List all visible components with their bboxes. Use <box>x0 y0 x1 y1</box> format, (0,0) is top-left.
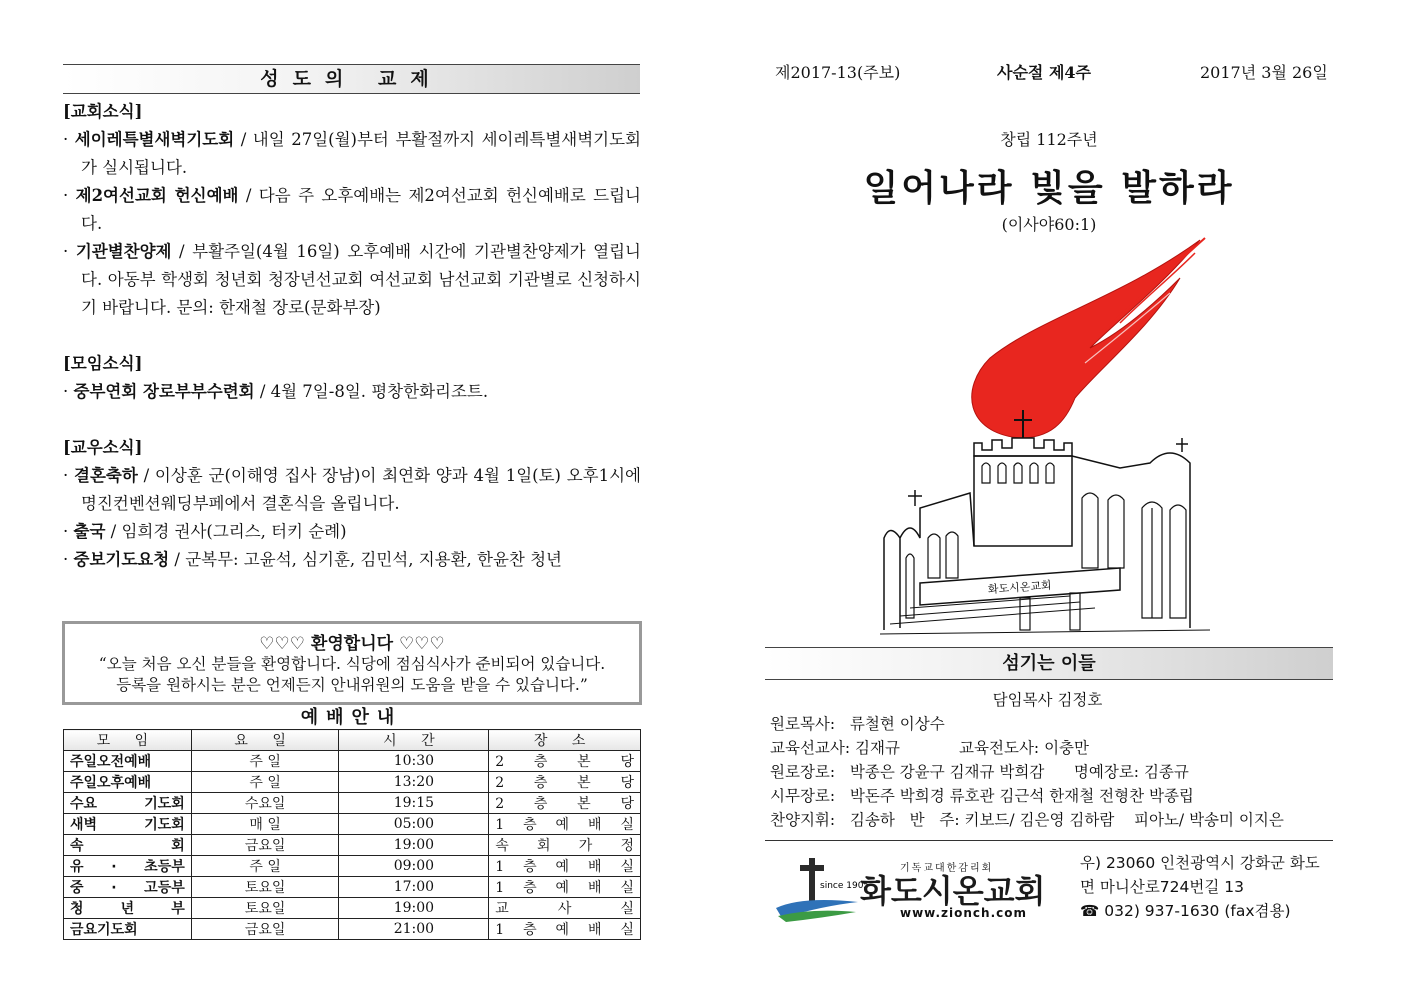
welcome-box <box>62 621 642 705</box>
table-cell: 17:00 <box>339 877 489 898</box>
table-row <box>64 835 641 856</box>
table-cell: 중 · 고등부 <box>64 877 192 898</box>
liturgical-season: 사순절 제4주 <box>997 63 1091 82</box>
category-member-news: [교우소식] <box>63 438 143 457</box>
table-cell: 2 층 본 당 <box>489 793 641 814</box>
table-cell: 1 층 예 배 실 <box>489 919 641 940</box>
table-cell: 수요 기도회 <box>64 793 192 814</box>
table-cell: 19:00 <box>339 898 489 919</box>
news-list <box>63 98 641 574</box>
table-cell: 21:00 <box>339 919 489 940</box>
table-cell: 19:00 <box>339 835 489 856</box>
senior-pastor: 담임목사 김정호 <box>992 691 1103 709</box>
table-row <box>64 772 641 793</box>
table-row <box>64 898 641 919</box>
table-cell: 13:20 <box>339 772 489 793</box>
list-item: · 제2여선교회 헌신예배 / 다음 주 오후예배는 제2여선교회 헌신예배로 드립니다. <box>63 186 641 233</box>
table-cell: 매 일 <box>191 814 339 835</box>
table-cell: 주일오후예배 <box>64 772 192 793</box>
logo-url: www.zionch.com <box>900 906 1028 920</box>
list-item: 찬양지휘: 김송하 반 주: 키보드/ 김은영 김하람 피아노/ 박송미 이지은 <box>770 811 1284 829</box>
table-cell: 수요일 <box>191 793 339 814</box>
table-cell: 10:30 <box>339 751 489 772</box>
table-cell: 05:00 <box>339 814 489 835</box>
page-title: 일어나라 빛을 발하라 <box>863 167 1235 209</box>
list-item: 원로장로: 박종은 강윤구 김재규 박희감 명예장로: 김종규 <box>770 763 1189 781</box>
column-header: 모 임 <box>64 730 192 751</box>
column-header: 요 일 <box>191 730 339 751</box>
table-cell: 토요일 <box>191 877 339 898</box>
worship-title: 예배안내 <box>300 707 403 728</box>
table-header-row <box>64 730 641 751</box>
table-row <box>64 856 641 877</box>
table-cell: 1 층 예 배 실 <box>489 856 641 877</box>
bulletin-date: 2017년 3월 26일 <box>1200 63 1328 82</box>
divider <box>765 840 1333 841</box>
welcome-line: “오늘 처음 오신 분들을 환영합니다. 식당에 점심식사가 준비되어 있습니다. <box>98 655 606 673</box>
table-cell: 1 층 예 배 실 <box>489 814 641 835</box>
table-cell: 2 층 본 당 <box>489 772 641 793</box>
list-item: 교육선교사: 김재규 교육전도사: 이충만 <box>770 739 1089 757</box>
table-cell: 속 회 <box>64 835 192 856</box>
table-cell: 토요일 <box>191 898 339 919</box>
list-item: · 기관별찬양제 / 부활주일(4월 16일) 오후예배 시간에 기관별찬양제가 열립니다. 아동부 학생회 청년회 청장년선교회 여선교회 남선교회 기관별로 신청하시기 바랍니다. 문의: 한재철 장로(문화부장) <box>63 242 641 317</box>
list-item: · 중부연회 장로부부수련회 / 4월 7일-8일. 평창한화리조트. <box>63 382 489 401</box>
table-cell: 유 · 초등부 <box>64 856 192 877</box>
table-cell: 주 일 <box>191 751 339 772</box>
founding-anniversary: 창립 112주년 <box>1000 130 1098 149</box>
table-cell: 주 일 <box>191 772 339 793</box>
list-item: · 결혼축하 / 이상훈 군(이해영 집사 장남)이 최연화 양과 4월 1일(토) 오후1시에 명진컨벤션웨딩부페에서 결혼식을 올립니다. <box>63 466 641 513</box>
table-cell: 속 회 가 정 <box>489 835 641 856</box>
issue-number: 제2017-13(주보) <box>775 63 901 82</box>
table-row <box>64 793 641 814</box>
church-sign: 화도시온교회 <box>987 578 1053 597</box>
logo-since: since 1905 <box>820 881 870 891</box>
logo-church-name: 화도시온교회 <box>860 872 1046 910</box>
scripture-reference: (이사야60:1) <box>1001 215 1097 234</box>
table-cell: 금요일 <box>191 919 339 940</box>
category-meeting-news: [모임소식] <box>63 354 143 373</box>
table-cell: 주 일 <box>191 856 339 877</box>
table-cell: 금요기도회 <box>64 919 192 940</box>
column-header: 장 소 <box>489 730 641 751</box>
address-block <box>1080 851 1320 923</box>
church-logo-icon <box>772 852 870 924</box>
servers-title: 섬기는 이들 <box>765 647 1333 680</box>
category-church-news: [교회소식] <box>63 102 143 121</box>
address-line: 면 마니산로724번길 13 <box>1080 878 1244 896</box>
table-row <box>64 877 641 898</box>
table-cell: 새벽 기도회 <box>64 814 192 835</box>
welcome-title: ♡♡♡ 환영합니다 ♡♡♡ <box>259 634 445 654</box>
table-cell: 주일오전예배 <box>64 751 192 772</box>
list-item: · 출국 / 임희경 권사(그리스, 터키 순례) <box>63 522 347 541</box>
column-header: 시 간 <box>339 730 489 751</box>
table-cell: 19:15 <box>339 793 489 814</box>
church-flame-illustration <box>870 238 1230 640</box>
table-row <box>64 814 641 835</box>
list-item: · 세이레특별새벽기도회 / 내일 27일(월)부터 부활절까지 세이레특별새벽기도회가 실시됩니다. <box>63 130 641 177</box>
section-title: 성도의 교제 <box>63 64 640 94</box>
table-cell: 1 층 예 배 실 <box>489 877 641 898</box>
table-row <box>64 751 641 772</box>
table-cell: 09:00 <box>339 856 489 877</box>
table-row <box>64 919 641 940</box>
phone: ☎ 032) 937-1630 (fax겸용) <box>1080 902 1291 920</box>
logo-denomination: 기독교대한감리회 <box>900 863 994 874</box>
table-cell: 금요일 <box>191 835 339 856</box>
address-line: 우) 23060 인천광역시 강화군 화도 <box>1080 854 1320 872</box>
list-item: 시무장로: 박돈주 박희경 류호관 김근석 한재철 전형찬 박종립 <box>770 787 1194 805</box>
servers-list <box>770 688 1335 832</box>
table-cell: 청 년 부 <box>64 898 192 919</box>
table-cell: 2 층 본 당 <box>489 751 641 772</box>
table-cell: 교 사 실 <box>489 898 641 919</box>
list-item: 원로목사: 류철현 이상수 <box>770 715 945 733</box>
worship-table <box>63 729 641 940</box>
list-item: · 중보기도요청 / 군복무: 고윤석, 심기훈, 김민석, 지용환, 한윤찬 청년 <box>63 550 562 569</box>
welcome-line: 등록을 원하시는 분은 언제든지 안내위원의 도움을 받을 수 있습니다.” <box>116 676 588 694</box>
